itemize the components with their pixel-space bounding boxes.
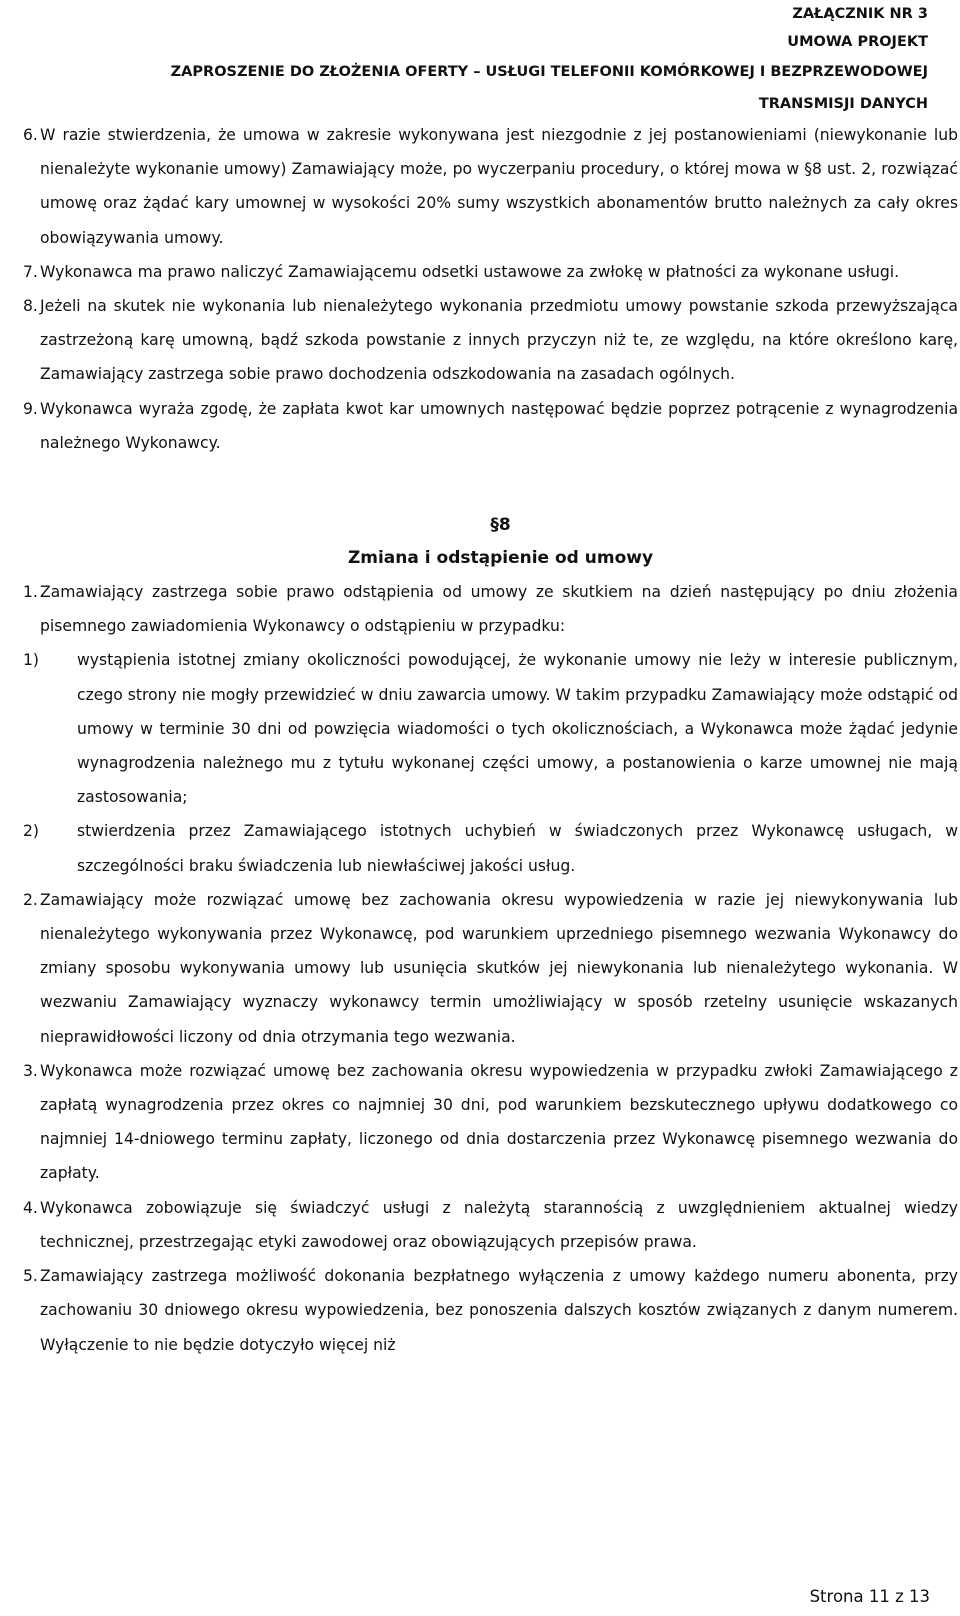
sub-item-number: 2) (23, 822, 40, 841)
sub-item-text: stwierdzenia przez Zamawiającego istotnych uchybień w świadczonych przez Wykonawcę usługach, w szczególności braku świadczenia lub niewłaściwej jakości usług. (77, 822, 958, 875)
sub-list-item (23, 643, 958, 814)
item-number: 3. (23, 1061, 38, 1080)
list-item (23, 255, 958, 289)
item-number: 9. (23, 399, 38, 418)
page-number: Strona 11 z 13 (809, 1587, 930, 1606)
sub-item-number: 1) (23, 651, 40, 670)
list-item (23, 1191, 958, 1259)
spacer (23, 460, 958, 509)
item-text: Wykonawca może rozwiązać umowę bez zachowania okresu wypowiedzenia w przypadku zwłoki Zamawiającego z zapłatą wynagrodzenia przez okres co najmniej 30 dni, pod warunkiem bezskutecznego upływu dodatkowego co najmniej 14-dniowego terminu zapłaty, liczonego od dnia dostarczenia przez Wykonawcę pisemnego wezwania do zapłaty. (40, 1061, 958, 1183)
item-text: Jeżeli na skutek nie wykonania lub nienależytego wykonania przedmiotu umowy powstanie szkoda przewyższająca zastrzeżoną karę umowną, bądź szkoda powstanie z innych przyczyn niż te, ze względu, na które określono karę, Zamawiający zastrzega sobie prawo dochodzenia odszkodowania na zasadach ogólnych. (40, 297, 958, 384)
list-item (23, 1259, 958, 1362)
sub-item-text: wystąpienia istotnej zmiany okoliczności powodującej, że wykonanie umowy nie leży w interesie publicznym, czego strony nie mogły przewidzieć w dniu zawarcia umowy. W takim przypadku Zamawiający może odstąpić od umowy w terminie 30 dni od powzięcia wiadomości o tych okolicznościach, a Wykonawca może żądać jedynie wynagrodzenia należnego mu z tytułu wykonanej części umowy, a postanowienia o karze umownej nie mają zastosowania; (77, 651, 958, 807)
sub-list-item (23, 814, 958, 882)
item-text: Wykonawca wyraża zgodę, że zapłata kwot kar umownych następować będzie poprzez potrącenie z wynagrodzenia należnego Wykonawcy. (40, 399, 958, 452)
document-body (23, 118, 958, 1362)
header-title-line1: ZAPROSZENIE DO ZŁOŻENIA OFERTY – USŁUGI TELEFONII KOMÓRKOWEJ I BEZPRZEWODOWEJ (170, 64, 928, 80)
item-text: Zamawiający zastrzega sobie prawo odstąpienia od umowy ze skutkiem na dzień następujący po dniu złożenia pisemnego zawiadomienia Wykonawcy o odstąpieniu w przypadku: (40, 583, 958, 636)
item-text: Wykonawca ma prawo naliczyć Zamawiającemu odsetki ustawowe za zwłokę w płatności za wykonane usługi. (40, 262, 900, 281)
list-item (23, 575, 958, 643)
item-number: 8. (23, 297, 38, 316)
item-text: W razie stwierdzenia, że umowa w zakresie wykonywana jest niezgodnie z jej postanowieniami (niewykonanie lub nienależyte wykonanie umowy) Zamawiający może, po wyczerpaniu procedury, o której mowa w §8 ust. 2, rozwiązać umowę oraz żądać kary umownej w wysokości 20% sumy wszystkich abonamentów brutto należnych za cały okres obowiązywania umowy. (40, 126, 958, 247)
attachment-label: ZAŁĄCZNIK NR 3 (792, 6, 928, 22)
item-number: 6. (23, 126, 38, 144)
section-symbol: §8 (490, 515, 511, 536)
item-number: 4. (23, 1198, 38, 1217)
draft-label: UMOWA PROJEKT (787, 34, 928, 50)
header-title-line2: TRANSMISJI DANYCH (758, 96, 928, 112)
item-number: 5. (23, 1267, 38, 1286)
item-text: Zamawiający zastrzega możliwość dokonania bezpłatnego wyłączenia z umowy każdego numeru abonenta, przy zachowaniu 30 dniowego okresu wypowiedzenia, bez ponoszenia dalszych kosztów związanych z danym numerem. Wyłączenie to nie będzie dotyczyło więcej niż (40, 1267, 958, 1354)
list-item (23, 118, 958, 255)
item-text: Zamawiający może rozwiązać umowę bez zachowania okresu wypowiedzenia w razie jej niewykonywania lub nienależytego wykonywania przez Wykonawcę, pod warunkiem uprzedniego pisemnego wezwania Wykonawcy do zmiany sposobu wykonywania umowy lub usunięcia skutków jej niewykonania lub nienależytego wykonania. W wezwaniu Zamawiający wyznaczy wykonawcy termin umożliwiający w sposób rzetelny usunięcie wskazanych nieprawidłowości liczony od dnia otrzymania tego wezwania. (40, 890, 958, 1046)
item-number: 2. (23, 890, 38, 909)
item-text: Wykonawca zobowiązuje się świadczyć usługi z należytą starannością z uwzględnieniem aktualnej wiedzy technicznej, przestrzegając etyki zawodowej oraz obowiązujących przepisów prawa. (40, 1198, 958, 1251)
list-item (23, 289, 958, 392)
list-item (23, 392, 958, 460)
item-number: 7. (23, 262, 38, 281)
list-item (23, 1054, 958, 1191)
list-item (23, 883, 958, 1054)
section-title: Zmiana i odstąpienie od umowy (347, 548, 654, 569)
item-number: 1. (23, 583, 38, 602)
